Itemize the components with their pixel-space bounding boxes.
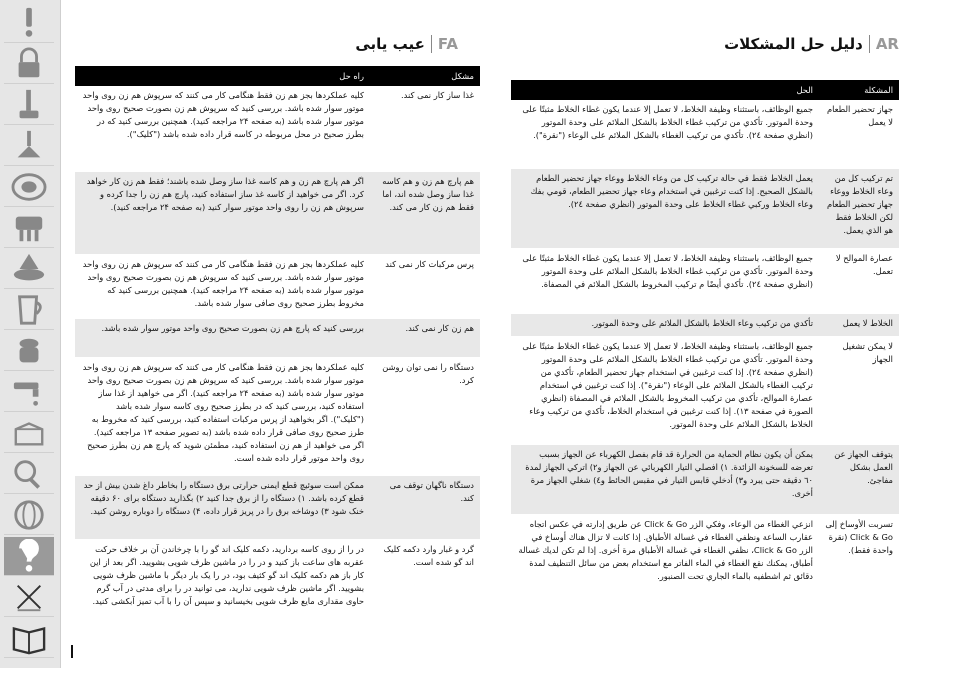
table-row [511, 169, 899, 249]
problem-cell: دستگاه ناگهان توقف می کند. [389, 480, 474, 503]
problem-cell: تسربت الأوساخ إلى Click & Go (نقرة واحدة فقط). [825, 519, 893, 555]
sidebar-tab[interactable] [4, 455, 54, 494]
fa-language-code: FA [437, 35, 458, 53]
problem-cell: عصارة الموالح لا تعمل. [835, 253, 893, 276]
fa-page-title: عیب یابی [355, 35, 425, 53]
problem-cell: تم تركيب كل من وعاء الخلاط ووعاء جهاز تحضير الطعام لكن الخلاط فقط هو الذي يعمل. [826, 173, 893, 235]
sidebar-tab[interactable] [4, 86, 54, 125]
table-row [511, 314, 899, 337]
solution-cell: تأكدي من تركيب وعاء الخلاط بالشكل الملائم على وحدة الموتور. [591, 318, 813, 328]
mill-icon [9, 334, 49, 368]
sidebar-tab[interactable] [4, 578, 54, 617]
problem-cell: يتوقف الجهاز عن العمل بشكل مفاجئ. [834, 449, 893, 485]
jug-icon [9, 293, 49, 327]
whisk-icon [9, 211, 49, 245]
header-divider [431, 35, 432, 53]
exclamation-icon [9, 6, 49, 40]
lock-icon [9, 47, 49, 81]
magnifier-icon [9, 457, 49, 491]
table-row [511, 445, 899, 515]
ar-section-header [724, 33, 899, 55]
question-icon [9, 539, 49, 573]
blender-icon [9, 88, 49, 122]
knife-icon [9, 129, 49, 163]
sidebar-tab[interactable] [4, 332, 54, 371]
fa-section-header [355, 33, 458, 55]
juicer-icon [9, 252, 49, 286]
solution-cell: يمكن أن يكون نظام الحماية من الحرارة قد قام بفصل الكهرباء عن الجهاز بسبب تعرضه للسخونة الزائدة. ١) افصلي التيار الكهربائي عن الجهاز و٢) اتركي الجهاز لمدة ٦٠ دقيقة حتى يبرد و٣) أدخلي قابس التيار في مقبس الحائط و٤) شغلي الجهاز مرة أخرى. [525, 449, 813, 498]
storage-box-icon [9, 416, 49, 450]
sidebar-tab[interactable] [4, 291, 54, 330]
table-row [511, 100, 899, 169]
sidebar-tab[interactable] [4, 127, 54, 166]
tap-icon [9, 375, 49, 409]
problem-cell: پرس مرکبات کار نمی کند [385, 259, 474, 269]
table-row [511, 515, 899, 596]
fa-table-header [75, 66, 480, 86]
problem-cell: دستگاه را نمی توان روشن کرد. [382, 362, 474, 385]
header-divider [869, 35, 870, 53]
sidebar-tab[interactable] [4, 168, 54, 207]
problem-cell: هم زن کار نمی کند. [405, 323, 474, 333]
problem-cell: گرد و غبار وارد دکمه کلیک اند گو شده است. [383, 544, 474, 567]
table-row [511, 249, 899, 314]
problem-cell: غذا ساز کار نمی کند. [401, 90, 474, 100]
sidebar-tab[interactable] [4, 209, 54, 248]
solution-cell: جميع الوظائف، باستثناء وظيفة الخلاط، لا تعمل إلا عندما يكون غطاء الخلاط مثبتًا على وحدة الموتور. تأكدي من تركيب غطاء الخلاط بالشكل الملائم على وحدة الموتور (انظري صفحة ٢٤). تأكدي من تركيب الغطاء بالشكل الملائم على الوعاء ("نقرة"). [522, 104, 813, 140]
solution-cell: ممکن است سوئیچ قطع ایمنی حرارتی برق دستگاه را بخاطر داغ شدن بیش از حد قطع کرده باشد. ۱) دستگاه را از برق جدا کنید ۲) بگذارید دستگاه برای ۶۰ دقیقه خنک شود ۳) دوشاخه برق را در پریز قرار داده، ۴) دستگاه را دوباره روشن کنید. [83, 480, 364, 516]
problem-cell: هم پارچ هم زن و هم کاسه غذا ساز وصل شده اند، اما فقط هم زن کار می کند. [382, 176, 474, 212]
table-row [75, 476, 480, 540]
page-edge-mark [71, 645, 73, 658]
table-row [75, 172, 480, 255]
ar-col-problem: المشكلة [864, 84, 893, 95]
solution-cell: در را از روی کاسه بردارید، دکمه کلیک اند گو را با چرخاندن آن بر خلاف حرکت عقربه های ساعت باز کنید و در را در ماشین ظرف شویی بشویید. اگر بعد از این کار باز هم دکمه کلیک اند گو کثیف بود، در را یک بار دیگر با ماشین ظرف شویی بشویید. اگر ماشین ظرف شویی ندارید، می توانید در را برای مدتی در آب گرم حاوی مقداری مایع ظرف شویی بخیسانید و سپس آن را با آب تمیز آبکشی کنید. [89, 544, 364, 606]
solution-cell: انزعي الغطاء من الوعاء، وفكي الزر Click & Go عن طريق إدارته في عكس اتجاه عقارب الساعة ونظفي الغطاء في غسالة الأطباق. إذا كانت لا تزال هناك أوساخ في الزر Click & Go، نظفي الغطاء في غسالة الأطباق مرة أخرى. إذا لم تكن لديك غسالة أطباق، يمكنك نقع الغطاء في الماء الفاتر مع استخدام بعض من سائل التنظيف لمدة دقائق ثم اشطفيه بالماء الجاري تحت الصنبور. [518, 519, 813, 581]
recycle-globe-icon [9, 498, 49, 532]
solution-cell: اگر هم پارچ هم زن و هم کاسه غذا ساز وصل شده باشند؛ فقط هم زن کار خواهد کرد. اگر می خواهید از کاسه غذ ساز استفاده کنید، پارچ هم زن را جدا کرده و سرپوش هم زن را روی واحد موتور سوار کنید (به صفحه ۲۴ مراجعه کنید). [86, 176, 364, 212]
table-row [75, 255, 480, 319]
ar-table-header [511, 80, 899, 100]
solution-cell: يعمل الخلاط فقط في حالة تركيب كل من وعاء الخلاط ووعاء جهاز تحضير الطعام بالشكل الصحيح. إذا كنت ترغبين في استخدام وعاء جهاز تحضير الطعام، قومي بفك وعاء الخلاط وركبي غطاء الخلاط على وحدة الموتور (انظري صفحة ٢٤). [530, 173, 813, 209]
ar-page-title: دليل حل المشكلات [724, 35, 863, 53]
icon-sidebar [0, 0, 61, 668]
solution-cell: بررسی کنید که پارچ هم زن بصورت صحیح روی واحد موتور سوار شده باشد. [101, 323, 364, 333]
table-row [75, 540, 480, 653]
sidebar-tab[interactable] [4, 537, 54, 576]
table-row [75, 319, 480, 358]
sidebar-tab[interactable] [4, 619, 54, 658]
sidebar-tab[interactable] [4, 250, 54, 289]
problem-cell: لا يمكن تشغيل الجهاز [842, 341, 893, 364]
fa-col-problem: مشکل [451, 70, 474, 81]
ar-col-solution: الحل [796, 84, 813, 95]
table-row [75, 358, 480, 476]
sidebar-tab[interactable] [4, 414, 54, 453]
sidebar-tab[interactable] [4, 45, 54, 84]
sidebar-tab[interactable] [4, 496, 54, 535]
table-row [511, 337, 899, 445]
solution-cell: جميع الوظائف، باستثناء وظيفة الخلاط، لا تعمل إلا عندما يكون غطاء الخلاط مثبتًا على وحدة الموتور. تأكدي من تركيب غطاء الخلاط بالشكل الملائم على وحدة الموتور (انظري صفحة ٢٤). إذا كنت ترغبين في استخدام جهاز تحضير الطعام، تأكدي من تركيب الغطاء بالشكل الملائم على الوعاء ("نقرة"). إذا كنت ترغبين في استخدام عصارة الموالح، تأكدي من تركيب المخروط بالشكل الملائم في المصفاة (انظري الصورة في صفحة ١٣). إذا كنت ترغبين في استخدام الخلاط، تأكدي من تركيب وعاء الخلاط بالشكل الملائم على وحدة الموتور. [522, 341, 813, 429]
table-row [75, 86, 480, 172]
solution-cell: کلیه عملکردها بجز هم زن فقط هنگامی کار می کنند که سرپوش هم زن روی واحد موتور سوار شده باشد. بررسی کنید که سرپوش هم زن بصورت صحیح روی واحد موتور سوار شده باشد (به صفحه ۲۴ مراجعه کنید). همچنین بررسی کنید که مخروط بطرز صحیح روی صافی سوار شده باشد. [82, 259, 364, 308]
fa-col-solution: راه حل [339, 70, 364, 81]
book-icon [9, 621, 49, 655]
solution-cell: جميع الوظائف، باستثناء وظيفة الخلاط، لا تعمل إلا عندما يكون غطاء الخلاط مثبتًا على وحدة الموتور. تأكدي من تركيب غطاء الخلاط بالشكل الملائم على وحدة الموتور (انظري صفحة ٢٤). تأكدي أيضًا م تركيب المخروط بالشكل الملائم في المصفاة. [522, 253, 813, 289]
disc-icon [9, 170, 49, 204]
problem-cell: الخلاط لا يعمل [842, 318, 893, 328]
ar-language-code: AR [875, 35, 899, 53]
sidebar-tab[interactable] [4, 373, 54, 412]
fa-troubleshooting-table [75, 66, 480, 653]
problem-cell: جهاز تحضير الطعام لا يعمل [826, 104, 893, 127]
ar-troubleshooting-table [511, 80, 899, 596]
solution-cell: کلیه عملکردها بجز هم زن فقط هنگامی کار می کنند که سرپوش هم زن روی واحد موتور سوار شده باشد. بررسی کنید که سرپوش هم زن بصورت صحیح روی واحد موتور سوار شده باشد (به صفحه ۲۴ مراجعه کنید). همچنین بررسی کنید که در بطرز صحیح در محل مربوطه در کاسه قرار داده شده باشد ("کلیک"). [82, 90, 364, 139]
solution-cell: کلیه عملکردها بجز هم زن فقط هنگامی کار می کنند که سرپوش هم زن روی واحد موتور سوار شده باشد. بررسی کنید که سرپوش هم زن بصورت صحیح روی واحد موتور سوار شده باشد (به صفحه ۲۴ مراجعه کنید). اگر می خواهید از غذا ساز استفاده کنید، بررسی کنید که در بطرز صحیح روی کاسه سوار شده باشد ("کلیک"). اگر بخواهید از پرس مرکبات استفاده کنید، بررسی کنید که مخروط به طرز صحیح روی صافی قرار داده شده باشد (به تصویر صفحه ۱۳ مراجعه کنید). اگر می خواهید از هم زن استفاده کنید، مطمئن شوید که پارچ هم زن بطرز صحیح روی واحد موتور قرار داده شده است. [82, 362, 364, 463]
sidebar-tab[interactable] [4, 4, 54, 43]
battery-cross-icon [9, 580, 49, 614]
